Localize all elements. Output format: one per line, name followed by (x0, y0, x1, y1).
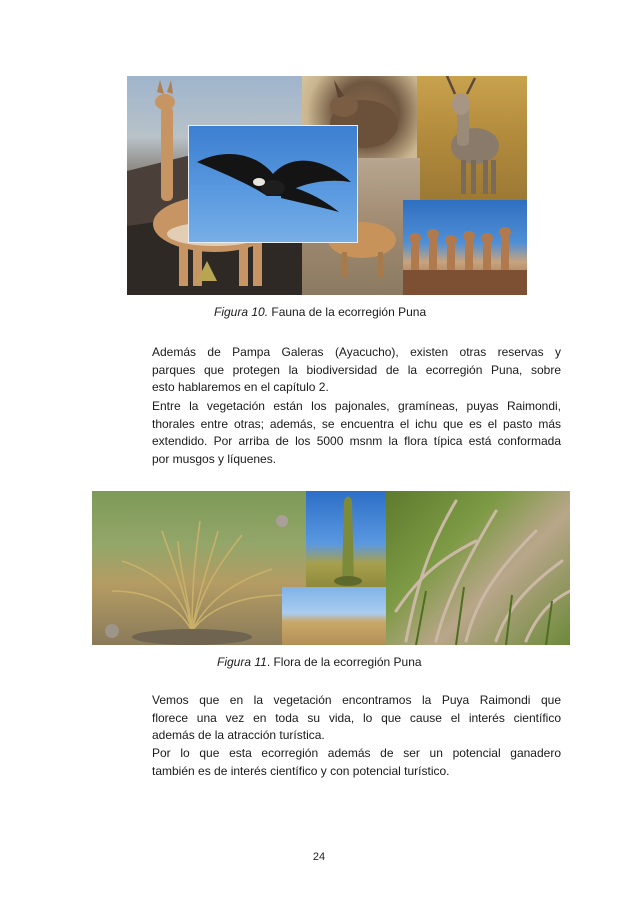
page-number: 24 (312, 851, 326, 863)
text-line: parques que protegen la biodiversidad de la ecorregión Puna, sobre (152, 362, 561, 377)
text-line: Vemos que en la vegetación encontramos la Puya Raimondi que (152, 693, 561, 707)
text-line: esto hablaremos en el capítulo 2. (152, 380, 329, 394)
figure-11-label: Figura 11 (217, 655, 267, 669)
figure-10-label: Figura 10. (214, 305, 269, 319)
ichu-grass-photo (92, 491, 306, 645)
figure-11-caption (217, 655, 422, 669)
pennisetum-grass-photo (386, 491, 570, 645)
text-line: extendido. Por arriba de los 5000 msnm la flora típica está conformada (152, 434, 561, 448)
figure-10-caption (214, 305, 426, 319)
figure-11-flora-collage (92, 491, 570, 645)
text-line: florece una vez en toda su vida, lo que cause el interés científico (152, 710, 561, 725)
text-line: además de la atracción turística. (152, 728, 325, 742)
figure-10-fauna-collage (127, 76, 527, 295)
text-line: Además de Pampa Galeras (Ayacucho), existen otras reservas y (152, 345, 561, 359)
figure-11-caption-text: . Flora de la ecorregión Puna (266, 655, 422, 669)
taruca-photo (417, 76, 527, 206)
paragraph-conclusion (152, 745, 561, 780)
vicuna-herd-photo (403, 200, 527, 295)
figure-10-caption-text: Fauna de la ecorregión Puna (268, 305, 427, 319)
text-line: Entre la vegetación están los pajonales, gramíneas, puyas Raimondi, (152, 399, 561, 413)
text-line: también es de interés científico y con potencial turístico. (152, 763, 450, 778)
paragraph-vegetation (152, 398, 561, 468)
text-line: por musgos y líquenes. (152, 451, 277, 466)
puya-raimondi-photo (306, 491, 386, 587)
text-line: thorales entre otras; además, se encuentra el ichu que es el pasto más (152, 416, 561, 431)
paragraph-reserves (152, 344, 561, 397)
paragraph-puya-raimondi (152, 692, 561, 745)
condor-photo (188, 125, 358, 243)
text-line: Por lo que esta ecorregión además de ser un potencial ganadero (152, 746, 561, 760)
